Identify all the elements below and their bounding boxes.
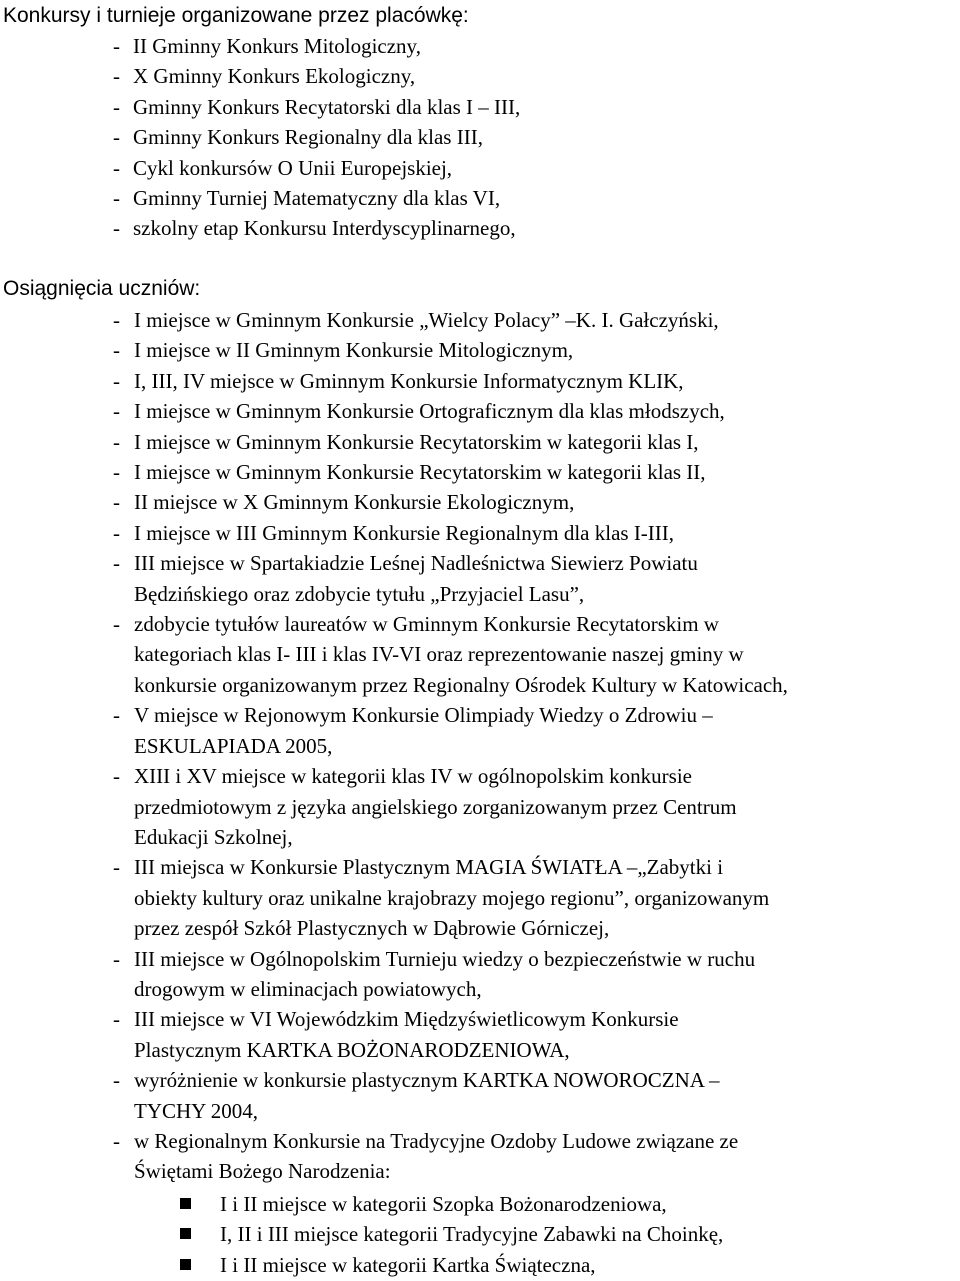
list-item [0, 183, 520, 213]
sub-list-item [0, 1189, 723, 1219]
list-item-line: Będzińskiego oraz zdobycie tytułu „Przyjaciel Lasu”, [134, 581, 585, 606]
list-item-line: I miejsce w III Gminnym Konkursie Regionalnym dla klas I-III, [134, 520, 675, 545]
list-item [0, 1126, 788, 1187]
list-item-line: I, III, IV miejsce w Gminnym Konkursie Informatycznym KLIK, [134, 368, 684, 393]
list-item [0, 213, 520, 243]
list-item-line: XIII i XV miejsce w kategorii klas IV w ogólnopolskim konkursie [134, 764, 692, 789]
list-item [0, 305, 788, 335]
list-item [0, 852, 788, 943]
list-item-line: przez zespół Szkół Plastycznych w Dąbrowie Górniczej, [134, 916, 610, 941]
sub-list-item-text: I i II miejsce w kategorii Kartka Świąteczna, [220, 1252, 596, 1277]
list-item-text: szkolny etap Konkursu Interdyscyplinarnego, [133, 216, 516, 241]
list-item-text: Gminny Konkurs Regionalny dla klas III, [133, 125, 483, 150]
list-item [0, 944, 788, 1005]
dash-marker: - [113, 612, 120, 637]
list-item [0, 92, 520, 122]
list-item-line: I miejsce w Gminnym Konkursie Ortograficznym dla klas młodszych, [134, 399, 725, 424]
list-item-line: przedmiotowym z języka angielskiego zorganizowanym przez Centrum [134, 794, 737, 819]
list-item-line: drogowym w eliminacjach powiatowych, [134, 976, 482, 1001]
sub-list-item-text: I i II miejsce w kategorii Szopka Bożonarodzeniowa, [220, 1192, 667, 1216]
achievements-sublist [0, 1189, 723, 1280]
contests-heading: Konkursy i turnieje organizowane przez placówkę: [3, 4, 469, 27]
dash-marker: - [113, 1007, 120, 1032]
dash-marker: - [113, 1128, 120, 1153]
list-item-text: Gminny Turniej Matematyczny dla klas VI, [133, 186, 501, 211]
list-item [0, 457, 788, 487]
contests-list [0, 31, 520, 244]
dash-marker: - [113, 855, 120, 880]
list-item [0, 427, 788, 457]
list-item [0, 518, 788, 548]
list-item [0, 61, 520, 91]
dash-marker: - [113, 155, 120, 180]
list-item-text: Gminny Konkurs Recytatorski dla klas I – III, [133, 94, 521, 119]
list-item-text: X Gminny Konkurs Ekologiczny, [133, 64, 416, 89]
list-item [0, 31, 520, 61]
list-item [0, 366, 788, 396]
list-item-line: III miejsce w VI Wojewódzkim Międzyświetlicowym Konkursie [134, 1007, 679, 1032]
list-item [0, 548, 788, 609]
list-item-text: Cykl konkursów O Unii Europejskiej, [133, 155, 453, 180]
dash-marker: - [113, 186, 120, 211]
dash-marker: - [113, 490, 120, 515]
list-item-text: II Gminny Konkurs Mitologiczny, [133, 34, 421, 58]
sub-list-item [0, 1219, 723, 1249]
list-item [0, 335, 788, 365]
list-item-line: TYCHY 2004, [134, 1098, 259, 1123]
square-bullet-icon [180, 1198, 191, 1209]
list-item-line: III miejsce w Ogólnopolskim Turnieju wiedzy o bezpieczeństwie w ruchu [134, 946, 756, 971]
dash-marker: - [113, 216, 120, 241]
list-item-line: obiekty kultury oraz unikalne krajobrazy mojego regionu”, organizowanym [134, 885, 770, 910]
dash-marker: - [113, 1068, 120, 1093]
list-item [0, 153, 520, 183]
list-item-line: I miejsce w II Gminnym Konkursie Mitologicznym, [134, 338, 574, 363]
achievements-list [0, 305, 788, 1187]
list-item-line: w Regionalnym Konkursie na Tradycyjne Ozdoby Ludowe związane ze [134, 1128, 739, 1153]
dash-marker: - [113, 125, 120, 150]
achievements-heading: Osiągnięcia uczniów: [3, 277, 201, 300]
list-item-line: I miejsce w Gminnym Konkursie „Wielcy Polacy” –K. I. Gałczyński, [134, 308, 719, 332]
list-item-line: Plastycznym KARTKA BOŻONARODZENIOWA, [134, 1037, 570, 1062]
dash-marker: - [113, 338, 120, 363]
list-item [0, 122, 520, 152]
dash-marker: - [113, 946, 120, 971]
dash-marker: - [113, 368, 120, 393]
square-bullet-icon [180, 1259, 191, 1270]
dash-marker: - [113, 308, 120, 332]
list-item [0, 1004, 788, 1065]
list-item-line: konkursie organizowanym przez Regionalny Ośrodek Kultury w Katowicach, [134, 672, 788, 697]
dash-marker: - [113, 703, 120, 728]
list-item-line: Świętami Bożego Narodzenia: [134, 1159, 391, 1184]
dash-marker: - [113, 399, 120, 424]
list-item-line: III miejsce w Spartakiadzie Leśnej Nadleśnictwa Siewierz Powiatu [134, 551, 698, 576]
list-item-line: zdobycie tytułów laureatów w Gminnym Konkursie Recytatorskim w [134, 612, 719, 637]
dash-marker: - [113, 94, 120, 119]
list-item-line: Edukacji Szkolnej, [134, 824, 293, 849]
dash-marker: - [113, 460, 120, 485]
list-item-line: V miejsce w Rejonowym Konkursie Olimpiady Wiedzy o Zdrowiu – [134, 703, 713, 728]
list-item [0, 396, 788, 426]
list-item [0, 700, 788, 761]
dash-marker: - [113, 520, 120, 545]
list-item-line: kategoriach klas I- III i klas IV-VI oraz reprezentowanie naszej gminy w [134, 642, 744, 667]
list-item-line: III miejsca w Konkursie Plastycznym MAGIA ŚWIATŁA –„Zabytki i [134, 855, 724, 880]
dash-marker: - [113, 429, 120, 454]
list-item-line: I miejsce w Gminnym Konkursie Recytatorskim w kategorii klas I, [134, 429, 699, 454]
list-item [0, 761, 788, 852]
list-item-line: wyróżnienie w konkursie plastycznym KARTKA NOWOROCZNA – [134, 1068, 720, 1093]
dash-marker: - [113, 551, 120, 576]
list-item-line: II miejsce w X Gminnym Konkursie Ekologicznym, [134, 490, 575, 515]
sub-list-item [0, 1250, 723, 1280]
dash-marker: - [113, 64, 120, 89]
dash-marker: - [113, 764, 120, 789]
list-item [0, 1065, 788, 1126]
square-bullet-icon [180, 1228, 191, 1239]
sub-list-item-text: I, II i III miejsce kategorii Tradycyjne Zabawki na Choinkę, [220, 1222, 724, 1247]
list-item [0, 609, 788, 700]
list-item-line: I miejsce w Gminnym Konkursie Recytatorskim w kategorii klas II, [134, 460, 706, 485]
list-item [0, 487, 788, 517]
dash-marker: - [113, 34, 120, 58]
list-item-line: ESKULAPIADA 2005, [134, 733, 333, 758]
